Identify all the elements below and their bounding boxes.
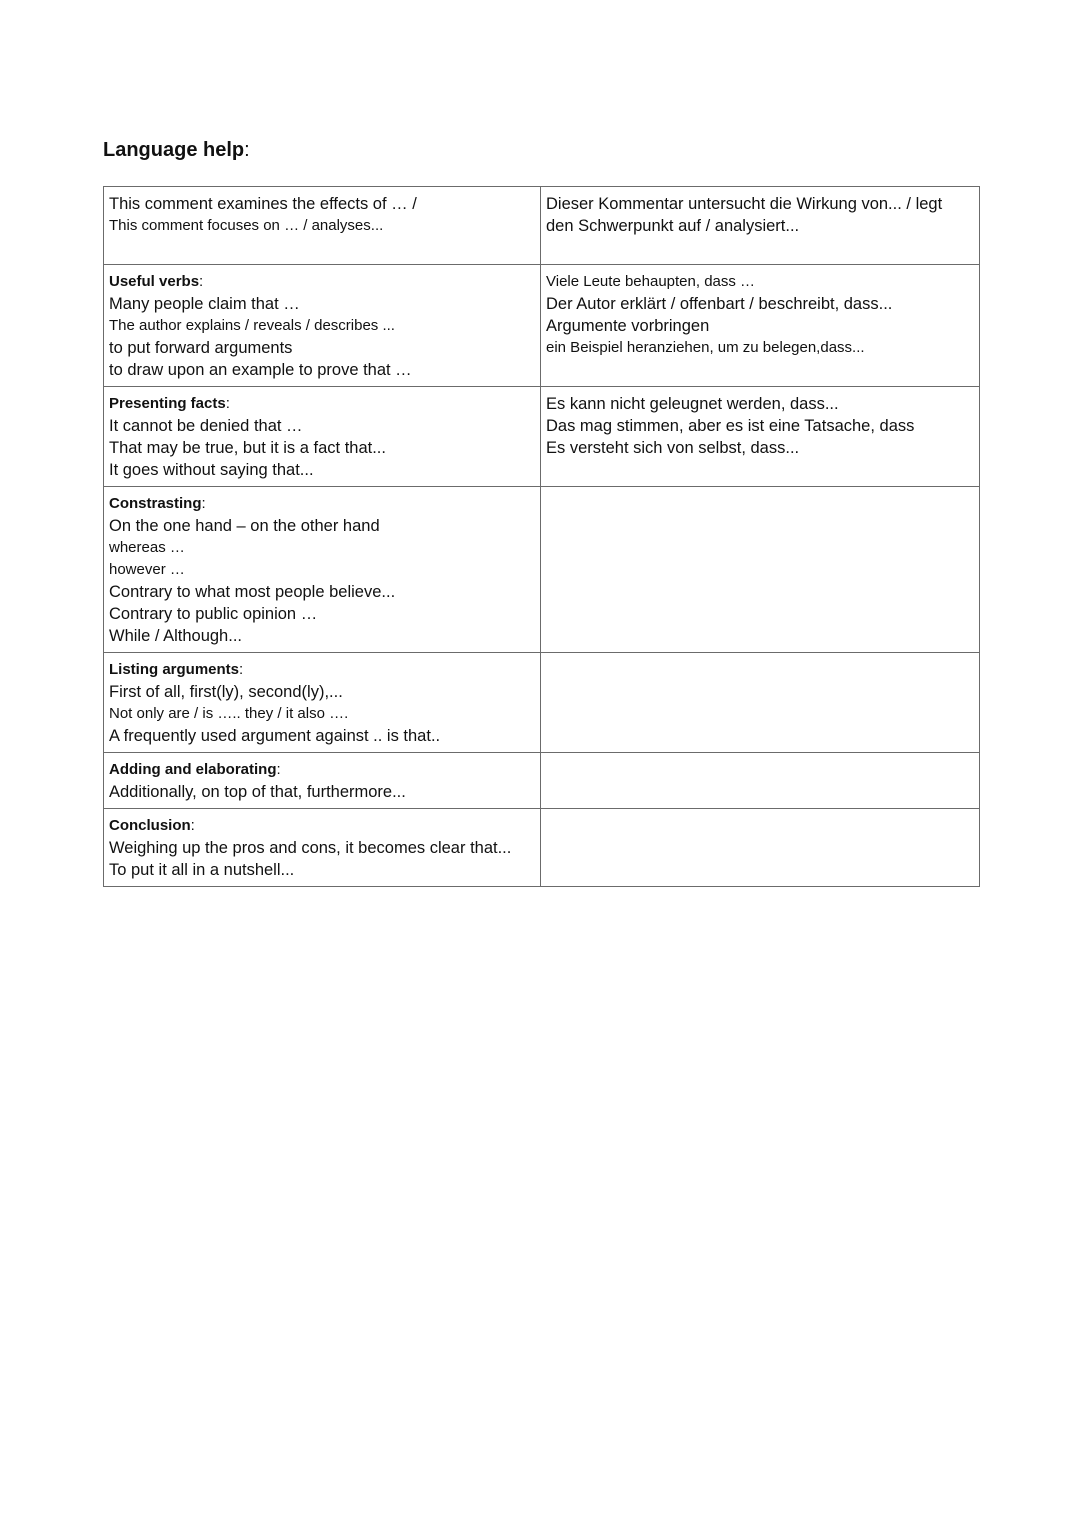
section-heading-text: Listing arguments [109,661,240,678]
english-cell [104,653,541,753]
german-cell [541,487,980,653]
phrase-line: to put forward arguments [109,339,293,357]
section-heading-text: Conclusion [109,817,191,834]
phrase-line: On the one hand – on the other hand [109,517,380,535]
phrase-line: Argumente vorbringen [546,317,710,335]
phrase-line: Weighing up the pros and cons, it becomes clear that... [109,839,512,857]
section-heading [109,271,535,293]
page-title-text: Language help [103,139,245,161]
german-cell [541,653,980,753]
section-heading [109,393,535,415]
phrase-line: Das mag stimmen, aber es ist eine Tatsache, dass [546,417,915,435]
phrase-line: Contrary to what most people believe... [109,583,396,601]
table-row [104,265,980,387]
english-cell [104,809,541,887]
phrase-line: It goes without saying that... [109,461,314,479]
phrase-line: To put it all in a nutshell... [109,861,295,879]
phrase-line: Der Autor erklärt / offenbart / beschreibt, dass... [546,295,893,313]
phrase-line: Additionally, on top of that, furthermore... [109,783,406,801]
german-cell [541,387,980,487]
phrase-line: First of all, first(ly), second(ly),... [109,683,343,701]
table-row [104,653,980,753]
phrase-line: however … [109,561,185,578]
german-cell [541,809,980,887]
english-cell [104,187,541,265]
table-row [104,387,980,487]
section-heading-colon: : [190,817,195,834]
section-heading-colon: : [199,273,204,290]
phrase-line: This comment focuses on … / analyses... [109,217,384,234]
section-heading-text: Constrasting [109,495,202,512]
english-cell [104,753,541,809]
phrase-line: den Schwerpunkt auf / analysiert... [546,217,800,235]
phrase-line: While / Although... [109,627,242,645]
language-help-table [103,186,980,887]
section-heading-text: Adding and elaborating [109,761,277,778]
section-heading-text: Presenting facts [109,395,226,412]
phrase-line: This comment examines the effects of … / [109,195,417,213]
english-cell [104,387,541,487]
section-heading-text: Useful verbs [109,273,200,290]
table-row [104,187,980,265]
phrase-line: whereas … [109,539,185,556]
phrase-line: Viele Leute behaupten, dass … [546,273,756,290]
english-cell [104,487,541,653]
table-row [104,487,980,653]
section-heading-colon: : [201,495,206,512]
phrase-line: A frequently used argument against .. is that.. [109,727,441,745]
phrase-line: Contrary to public opinion … [109,605,318,623]
phrase-line: Not only are / is ….. they / it also …. [109,705,349,722]
page-title-colon: : [244,139,250,161]
page-title [103,137,250,163]
table-row [104,809,980,887]
phrase-line: Es versteht sich von selbst, dass... [546,439,800,457]
section-heading [109,759,535,781]
phrase-line: ein Beispiel heranziehen, um zu belegen,dass... [546,339,865,356]
german-cell [541,265,980,387]
phrase-line: to draw upon an example to prove that … [109,361,412,379]
section-heading-colon: : [225,395,230,412]
table-row [104,753,980,809]
english-cell [104,265,541,387]
phrase-line: That may be true, but it is a fact that... [109,439,386,457]
german-cell [541,187,980,265]
phrase-line: Many people claim that … [109,295,300,313]
section-heading-colon: : [239,661,244,678]
section-heading [109,493,535,515]
phrase-line: Dieser Kommentar untersucht die Wirkung von... / legt [546,195,943,213]
german-cell [541,753,980,809]
phrase-line: Es kann nicht geleugnet werden, dass... [546,395,839,413]
section-heading [109,815,535,837]
section-heading [109,659,535,681]
phrase-line: The author explains / reveals / describes ... [109,317,395,334]
section-heading-colon: : [276,761,281,778]
phrase-line: It cannot be denied that … [109,417,303,435]
